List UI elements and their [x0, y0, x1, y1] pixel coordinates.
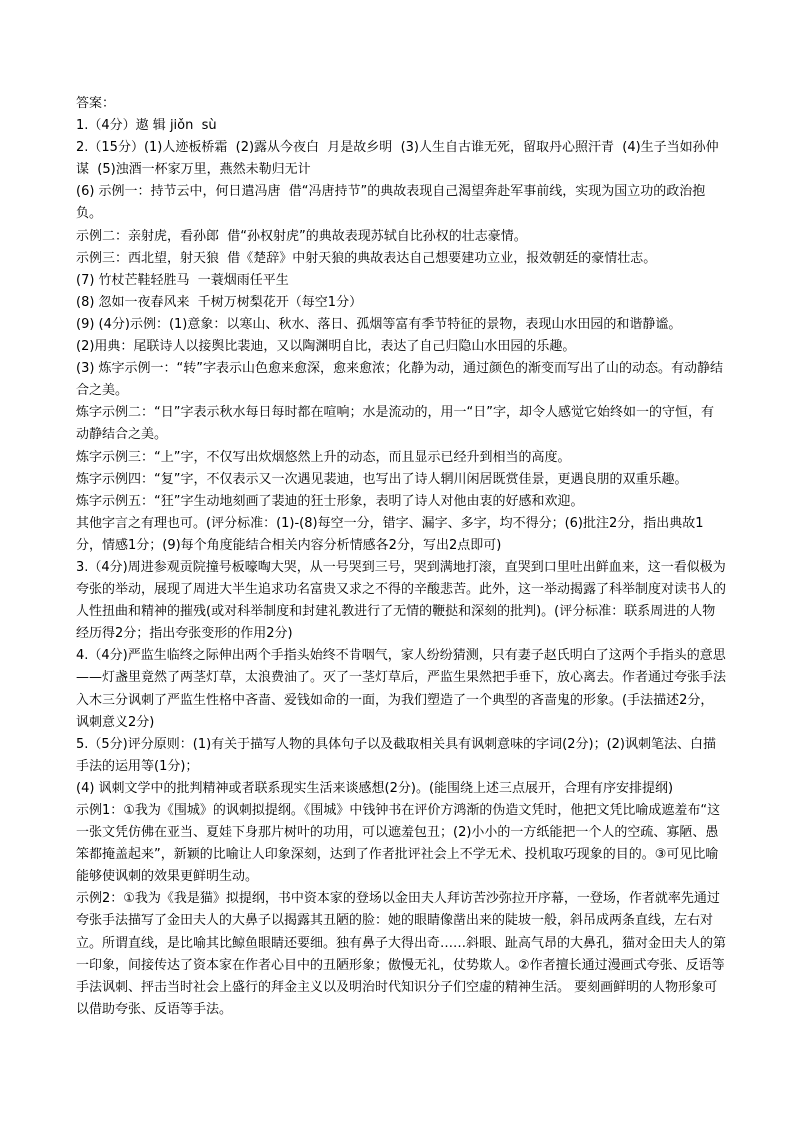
answer-q2-item9-wording2: 炼字示例二：“日”字表示秋水每日每时都在喧响；水是流动的，用一“日”字，却令人感觉它始终如一的守恒，有动静结合之美。 — [76, 405, 714, 443]
answer-q2-part1: 2.（15分）(1)人迹板桥霜 (2)露从今夜白 月是故乡明 (3)人生自古谁无死，留取丹心照汗青 (4)生子当如孙仲谋 (5)浊酒一杯家万里，燕然未勒归无计 — [76, 140, 719, 178]
answer-q5-principle: 5.（5分)评分原则：(1)有关于描写人物的具体句子以及截取相关具有讽刺意味的字词(2分)；(2)讽刺笔法、白描手法的运用等(1分)； — [76, 736, 716, 774]
answer-q2-scoring: 其他字言之有理也可。(评分标准：(1)-(8)每空一分，错字、漏字、多字，均不得分；(6)批注2分，指出典故1分，情感1分；(9)每个角度能结合相关内容分析情感各2分，写出2点即可) — [76, 515, 704, 553]
answer-q2-item9-imagery: (9) (4分)示例：(1)意象：以寒山、秋水、落日、孤烟等富有季节特征的景物，表现山水田园的和谐静谧。 — [76, 316, 682, 332]
answer-q5-example1: 示例1：①我为《围城》的讽刺拟提纲。《围城》中钱钟书在评价方鸿渐的伪造文凭时，他把文凭比喻成遮羞布“这一张文凭仿佛在亚当、夏娃下身那片树叶的功用，可以遮羞包丑；(2)小小的一方纸能把一个人的空疏、寡陋、愚笨都掩盖起来”，新颖的比喻让人印象深刻，达到了作者批评社会上不学无术、投机取巧现象的目的。③可见比喻能够使讽刺的效果更鲜明生动。 — [76, 803, 721, 885]
answer-q2-item8: (8) 忽如一夜春风来 千树万树梨花开（每空1分） — [76, 294, 363, 310]
answer-q2-item6-example1: (6) 示例一：持节云中，何日遣冯唐 借“冯唐持节”的典故表现自己渴望奔赴军事前线，实现为国立功的政治抱负。 — [76, 184, 706, 222]
answer-q2-item9-wording4: 炼字示例四：“复”字，不仅表示又一次遇见裴迪，也写出了诗人辋川闲居既赏佳景，更遇良朋的双重乐趣。 — [76, 471, 688, 487]
answer-q2-item9-allusion: (2)用典：尾联诗人以接舆比裴迪，又以陶渊明自比，表达了自己归隐山水田园的乐趣。 — [76, 339, 576, 355]
answer-q1: 1.（4分）遨 辑 jiǒn sù — [76, 118, 217, 134]
answer-heading: 答案： — [76, 96, 116, 111]
answer-q5-example2: 示例2：①我为《我是猫》拟提纲，书中资本家的登场以金田夫人拜访苦沙弥拉开序幕，一登场，作者就率先通过夸张手法描写了金田夫人的大鼻子以揭露其丑陋的脸：她的眼睛像凿出来的陡坡一般，斜吊成两条直线，左右对立。所谓直线，是比喻其比鲸鱼眼睛还要细。独有鼻子大得出奇……斜眼、趾高气昂的大鼻孔，猫对金田夫人的第一印象，间接传达了资本家在作者心目中的丑陋形象；傲慢无礼，仗势欺人。②作者擅长通过漫画式夸张、反语等手法讽刺、抨击当时社会上盛行的拜金主义以及明治时代知识分子们空虚的精神生活。 要刻画鲜明的人物形象可以借助夸张、反语等手法。 — [76, 891, 727, 1017]
answer-q2-item6-example3: 示例三：西北望，射天狼 借《楚辞》中射天狼的典故表达自己想要建功立业，报效朝廷的豪情壮志。 — [76, 250, 657, 266]
answer-q5-criterion4: (4) 讽刺文学中的批判精神或者联系现实生活来谈感想(2分)。(能围绕上述三点展开，合理有序安排提纲) — [76, 780, 674, 796]
answer-q3: 3.（4分)周进参观贡院撞号板嚎啕大哭，从一号哭到三号，哭到满地打滚，直哭到口里吐出鲜血来，这一看似极为夸张的举动，展现了周进大半生追求功名富贵又求之不得的辛酸悲苦。此外，这一举动揭露了科举制度对读书人的人性扭曲和精神的摧残(或对科举制度和封建礼教进行了无情的鞭挞和深刻的批判)。(评分标准：联系周进的人物经历得2分；指出夸张变形的作用2分) — [76, 559, 727, 642]
answer-q2-item6-example2: 示例二：亲射虎，看孙郎 借“孙权射虎”的典故表现苏轼自比孙权的壮志豪情。 — [76, 228, 527, 244]
answer-q2-item9-wording1: (3) 炼字示例一：“转”字表示山色愈来愈深，愈来愈浓；化静为动，通过颜色的渐变而写出了山的动态。有动静结合之美。 — [76, 361, 724, 399]
answer-q2-item9-wording3: 炼字示例三：“上”字，不仅写出炊烟悠然上升的动态，而且显示已经升到相当的高度。 — [76, 449, 571, 465]
answer-q4: 4.（4分)严监生临终之际伸出两个手指头始终不肯咽气，家人纷纷猜测，只有妻子赵氏明白了这两个手指头的意思——灯盏里竟然了两茎灯草，太浪费油了。灭了一茎灯草后，严监生果然把手垂下，放心离去。作者通过夸张手法入木三分讽刺了严监生性格中吝啬、爱钱如命的一面，为我们塑造了一个典型的吝啬鬼的形象。(手法描述2分，讽刺意义2分) — [76, 648, 727, 730]
answer-q2-item7: (7) 竹杖芒鞋轻胜马 一蓑烟雨任平生 — [76, 272, 289, 288]
answer-q2-item9-wording5: 炼字示例五：“狂”字生动地刻画了裴迪的狂士形象，表明了诗人对他由衷的好感和欢迎。 — [76, 493, 584, 509]
answer-document — [76, 93, 726, 1021]
